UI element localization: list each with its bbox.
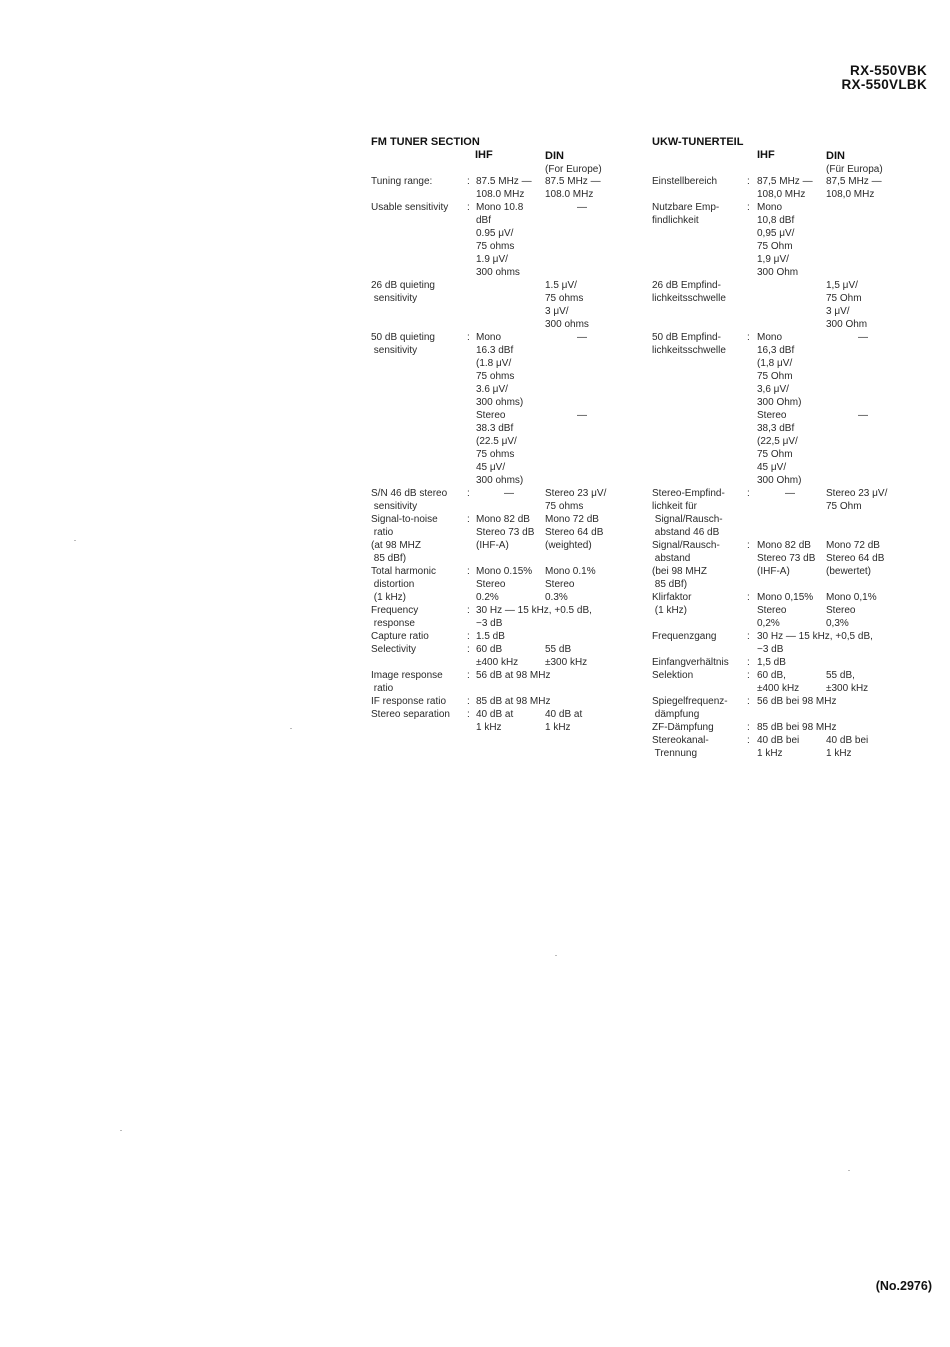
ihf-value: 108,0 MHz: [757, 189, 806, 200]
ihf-value: 10,8 dBf: [757, 215, 795, 226]
ihf-value: Mono 0.15%: [476, 566, 533, 577]
colon-separator: :: [467, 488, 470, 499]
no-value-dash: —: [858, 410, 868, 421]
ihf-value: (IHF-A): [476, 540, 509, 551]
colon-separator: :: [747, 332, 750, 343]
ihf-value: Mono: [757, 202, 783, 213]
spec-row: [652, 591, 904, 630]
din-value: 3 μV/: [826, 306, 850, 317]
ihf-value: 1,5 dB: [757, 657, 786, 668]
din-value: 108,0 MHz: [826, 189, 875, 200]
din-value: Mono 72 dB: [826, 540, 880, 551]
spec-label: (1 kHz): [652, 605, 687, 616]
spec-label: Capture ratio: [371, 631, 429, 642]
spec-label: ratio: [371, 527, 394, 538]
spec-row: [371, 175, 633, 201]
spec-label: Signal/Rausch-: [652, 540, 720, 551]
spec-row: [371, 695, 633, 708]
ihf-value: 56 dB bei 98 MHz: [757, 696, 837, 707]
scan-speck: [555, 955, 557, 956]
ihf-value: 60 dB,: [757, 670, 786, 681]
colon-separator: :: [747, 592, 750, 603]
spec-label: dämpfung: [652, 709, 700, 720]
spec-label: Stereo-Empfind-: [652, 488, 725, 499]
din-value: 75 Ohm: [826, 501, 862, 512]
ihf-value: 60 dB: [476, 644, 503, 655]
spec-label: Signal/Rausch-: [652, 514, 723, 525]
ihf-value: 300 Ohm): [757, 475, 802, 486]
ihf-value: 300 ohms): [476, 475, 524, 486]
ihf-value: (22.5 μV/: [476, 436, 517, 447]
din-header: [545, 150, 602, 176]
spec-label: ZF-Dämpfung: [652, 722, 714, 733]
ihf-value: 1.5 dB: [476, 631, 505, 642]
colon-separator: :: [467, 202, 470, 213]
ihf-value: 300 ohms: [476, 267, 520, 278]
ihf-value: Mono 82 dB: [476, 514, 530, 525]
spec-row: [652, 695, 904, 721]
no-value-dash: —: [577, 332, 587, 343]
spec-row: [371, 201, 633, 279]
colon-separator: :: [747, 488, 750, 499]
page-number: (No.2976): [875, 1279, 932, 1293]
ihf-value: Stereo: [757, 605, 787, 616]
ihf-value: 1 kHz: [757, 748, 783, 759]
no-value-dash: —: [577, 410, 587, 421]
ihf-value: 30 Hz — 15 kHz, +0,5 dB,: [757, 631, 873, 642]
ukw-tunerteil-section-german: [652, 136, 904, 760]
spec-label: 50 dB Empfind-: [652, 332, 721, 343]
no-value-dash: —: [785, 488, 795, 499]
ihf-value: 40 dB at: [476, 709, 514, 720]
colon-separator: :: [467, 696, 470, 707]
spec-row: [371, 708, 633, 734]
ihf-value: 300 ohms): [476, 397, 524, 408]
spec-label: Total harmonic: [371, 566, 437, 577]
spec-label: sensitivity: [371, 345, 418, 356]
spec-label: abstand: [652, 553, 691, 564]
spec-label: Trennung: [652, 748, 698, 759]
spec-label: S/N 46 dB stereo: [371, 488, 448, 499]
din-value: Stereo 64 dB: [826, 553, 885, 564]
spec-label: Usable sensitivity: [371, 202, 449, 213]
ihf-header: IHF: [475, 149, 493, 161]
ihf-value: Mono: [476, 332, 502, 343]
ihf-value: ±400 kHz: [757, 683, 800, 694]
no-value-dash: —: [858, 332, 868, 343]
spec-label: Klirfaktor: [652, 592, 692, 603]
colon-separator: :: [467, 605, 470, 616]
din-value: (bewertet): [826, 566, 872, 577]
section-title: UKW-TUNERTEIL: [652, 136, 744, 148]
colon-separator: :: [467, 332, 470, 343]
spec-row: [652, 331, 904, 487]
ihf-value: Stereo 73 dB: [757, 553, 816, 564]
spec-label: Signal-to-noise: [371, 514, 438, 525]
din-value: Mono 0.1%: [545, 566, 596, 577]
ihf-value: (IHF-A): [757, 566, 790, 577]
din-value: Stereo 64 dB: [545, 527, 604, 538]
din-value: Mono 72 dB: [545, 514, 599, 525]
colon-separator: :: [747, 631, 750, 642]
colon-separator: :: [747, 540, 750, 551]
ihf-value: 1.9 μV/: [476, 254, 508, 265]
spec-row: [371, 604, 633, 630]
spec-label: Frequency: [371, 605, 419, 616]
ihf-value: 0.95 μV/: [476, 228, 514, 239]
din-value: 0.3%: [545, 592, 568, 603]
spec-rows: [371, 175, 633, 734]
din-value: 1 kHz: [826, 748, 852, 759]
din-value: 40 dB bei: [826, 735, 869, 746]
spec-row: [371, 513, 633, 565]
ihf-value: 38,3 dBf: [757, 423, 795, 434]
din-value: 87,5 MHz —: [826, 176, 882, 187]
colon-separator: :: [747, 202, 750, 213]
ihf-value: 85 dB bei 98 MHz: [757, 722, 837, 733]
ihf-value: 108.0 MHz: [476, 189, 525, 200]
spec-label: Selectivity: [371, 644, 417, 655]
section-title: FM TUNER SECTION: [371, 136, 480, 148]
ihf-value: 87.5 MHz —: [476, 176, 532, 187]
ihf-value: 16.3 dBf: [476, 345, 514, 356]
spec-row: [371, 487, 633, 513]
din-value: 75 ohms: [545, 501, 584, 512]
colon-separator: :: [747, 735, 750, 746]
ihf-value: −3 dB: [476, 618, 503, 629]
colon-separator: :: [467, 644, 470, 655]
colon-separator: :: [467, 176, 470, 187]
ihf-value: 16,3 dBf: [757, 345, 795, 356]
no-value-dash: —: [577, 202, 587, 213]
ihf-value: (1.8 μV/: [476, 358, 512, 369]
spec-row: [371, 331, 633, 487]
scan-speck: [290, 728, 292, 729]
spec-label: Stereokanal-: [652, 735, 709, 746]
ihf-value: ±400 kHz: [476, 657, 519, 668]
spec-row: [652, 734, 904, 760]
ihf-value: 75 Ohm: [757, 371, 793, 382]
ihf-value: (22,5 μV/: [757, 436, 798, 447]
colon-separator: :: [467, 514, 470, 525]
spec-label: ratio: [371, 683, 394, 694]
colon-separator: :: [747, 176, 750, 187]
din-value: 87.5 MHz —: [545, 176, 601, 187]
ihf-value: 0,2%: [757, 618, 780, 629]
model-number-1: RX-550VBK: [850, 63, 927, 78]
ihf-value: dBf: [476, 215, 492, 226]
spec-row: [371, 565, 633, 604]
spec-label: 85 dBf): [371, 553, 407, 564]
spec-label: 85 dBf): [652, 579, 688, 590]
din-value: 300 Ohm: [826, 319, 868, 330]
din-value: 3 μV/: [545, 306, 569, 317]
ihf-value: 1,9 μV/: [757, 254, 789, 265]
spec-rows: [652, 175, 904, 760]
ihf-value: 75 ohms: [476, 449, 515, 460]
din-header-note: (Für Europa): [826, 164, 883, 175]
colon-separator: :: [747, 657, 750, 668]
ihf-value: 0,95 μV/: [757, 228, 795, 239]
spec-label: (bei 98 MHZ: [652, 566, 708, 577]
colon-separator: :: [747, 670, 750, 681]
spec-label: Nutzbare Emp-: [652, 202, 720, 213]
ihf-value: Stereo: [476, 410, 506, 421]
spec-row: [652, 279, 904, 331]
spec-row: [652, 175, 904, 201]
ihf-value: 3.6 μV/: [476, 384, 508, 395]
spec-row: [371, 279, 633, 331]
spec-label: Spiegelfrequenz-: [652, 696, 728, 707]
colon-separator: :: [747, 696, 750, 707]
scan-speck: [848, 1170, 850, 1171]
ihf-value: (1,8 μV/: [757, 358, 793, 369]
din-value: 1 kHz: [545, 722, 571, 733]
ihf-value: Mono 0,15%: [757, 592, 814, 603]
spec-label: distortion: [371, 579, 415, 590]
model-number-2: RX-550VLBK: [841, 77, 927, 92]
ihf-value: 75 ohms: [476, 371, 515, 382]
ihf-value: 1 kHz: [476, 722, 502, 733]
din-value: ±300 kHz: [826, 683, 869, 694]
colon-separator: :: [467, 566, 470, 577]
ihf-value: 45 μV/: [476, 462, 506, 473]
colon-separator: :: [467, 709, 470, 720]
spec-label: 50 dB quieting: [371, 332, 435, 343]
ihf-header: IHF: [757, 149, 775, 161]
ihf-value: 3,6 μV/: [757, 384, 789, 395]
spec-label: Selektion: [652, 670, 694, 681]
spec-row: [652, 539, 904, 591]
din-value: 55 dB: [545, 644, 572, 655]
column-headers: [652, 149, 904, 175]
din-value: 75 Ohm: [826, 293, 862, 304]
spec-label: lichkeitsschwelle: [652, 293, 726, 304]
scan-speck: [120, 1130, 122, 1131]
spec-label: abstand 46 dB: [652, 527, 720, 538]
colon-separator: :: [467, 631, 470, 642]
spec-label: IF response ratio: [371, 696, 447, 707]
spec-row: [652, 669, 904, 695]
din-value: 300 ohms: [545, 319, 589, 330]
spec-label: response: [371, 618, 415, 629]
spec-label: Image response: [371, 670, 443, 681]
din-value: 1.5 μV/: [545, 280, 577, 291]
din-value: Mono 0,1%: [826, 592, 877, 603]
ihf-value: 300 Ohm): [757, 397, 802, 408]
spec-label: Frequenzgang: [652, 631, 717, 642]
colon-separator: :: [747, 722, 750, 733]
din-header-label: DIN: [826, 150, 845, 162]
din-value: Stereo 23 μV/: [826, 488, 888, 499]
ihf-value: 75 ohms: [476, 241, 515, 252]
spec-row: [371, 630, 633, 643]
spec-label: lichkeitsschwelle: [652, 345, 726, 356]
spec-label: Einstellbereich: [652, 176, 718, 187]
spec-row: [652, 721, 904, 734]
spec-label: 26 dB quieting: [371, 280, 435, 291]
din-value: 55 dB,: [826, 670, 855, 681]
din-value: 40 dB at: [545, 709, 583, 720]
spec-label: (1 kHz): [371, 592, 406, 603]
spec-label: sensitivity: [371, 293, 418, 304]
spec-row: [652, 487, 904, 539]
ihf-value: Stereo 73 dB: [476, 527, 535, 538]
ihf-value: 75 Ohm: [757, 241, 793, 252]
ihf-value: −3 dB: [757, 644, 784, 655]
ihf-value: 56 dB at 98 MHz: [476, 670, 551, 681]
ihf-value: 40 dB bei: [757, 735, 800, 746]
spec-row: [652, 630, 904, 656]
din-value: 0,3%: [826, 618, 849, 629]
din-header: [826, 150, 883, 176]
ihf-value: Mono 10.8: [476, 202, 524, 213]
din-value: (weighted): [545, 540, 592, 551]
spec-label: Einfangverhältnis: [652, 657, 729, 668]
din-value: Stereo 23 μV/: [545, 488, 607, 499]
ihf-value: 87,5 MHz —: [757, 176, 813, 187]
spec-row: [371, 669, 633, 695]
din-value: Stereo: [545, 579, 575, 590]
ihf-value: Stereo: [757, 410, 787, 421]
din-header-label: DIN: [545, 150, 564, 162]
ihf-value: 85 dB at 98 MHz: [476, 696, 551, 707]
no-value-dash: —: [504, 488, 514, 499]
spec-label: sensitivity: [371, 501, 418, 512]
din-value: 75 ohms: [545, 293, 584, 304]
colon-separator: :: [467, 670, 470, 681]
model-numbers: [841, 64, 927, 92]
spec-label: findlichkeit: [652, 215, 699, 226]
spec-row: [371, 643, 633, 669]
ihf-value: 75 Ohm: [757, 449, 793, 460]
ihf-value: 0.2%: [476, 592, 499, 603]
din-header-note: (For Europe): [545, 164, 602, 175]
din-value: Stereo: [826, 605, 856, 616]
ihf-value: 300 Ohm: [757, 267, 799, 278]
din-value: 1,5 μV/: [826, 280, 858, 291]
fm-tuner-section-english: [371, 136, 633, 734]
spec-label: (at 98 MHZ: [371, 540, 422, 551]
spec-label: Stereo separation: [371, 709, 450, 720]
spec-label: lichkeit für: [652, 501, 698, 512]
din-value: 108.0 MHz: [545, 189, 594, 200]
ihf-value: Mono: [757, 332, 783, 343]
column-headers: [371, 149, 633, 175]
spec-label: Tuning range:: [371, 176, 433, 187]
ihf-value: 38.3 dBf: [476, 423, 514, 434]
din-value: ±300 kHz: [545, 657, 588, 668]
spec-row: [652, 201, 904, 279]
ihf-value: Stereo: [476, 579, 506, 590]
ihf-value: Mono 82 dB: [757, 540, 811, 551]
scan-speck: [74, 540, 76, 541]
ihf-value: 45 μV/: [757, 462, 787, 473]
spec-label: 26 dB Empfind-: [652, 280, 721, 291]
spec-row: [652, 656, 904, 669]
ihf-value: 30 Hz — 15 kHz, +0.5 dB,: [476, 605, 592, 616]
